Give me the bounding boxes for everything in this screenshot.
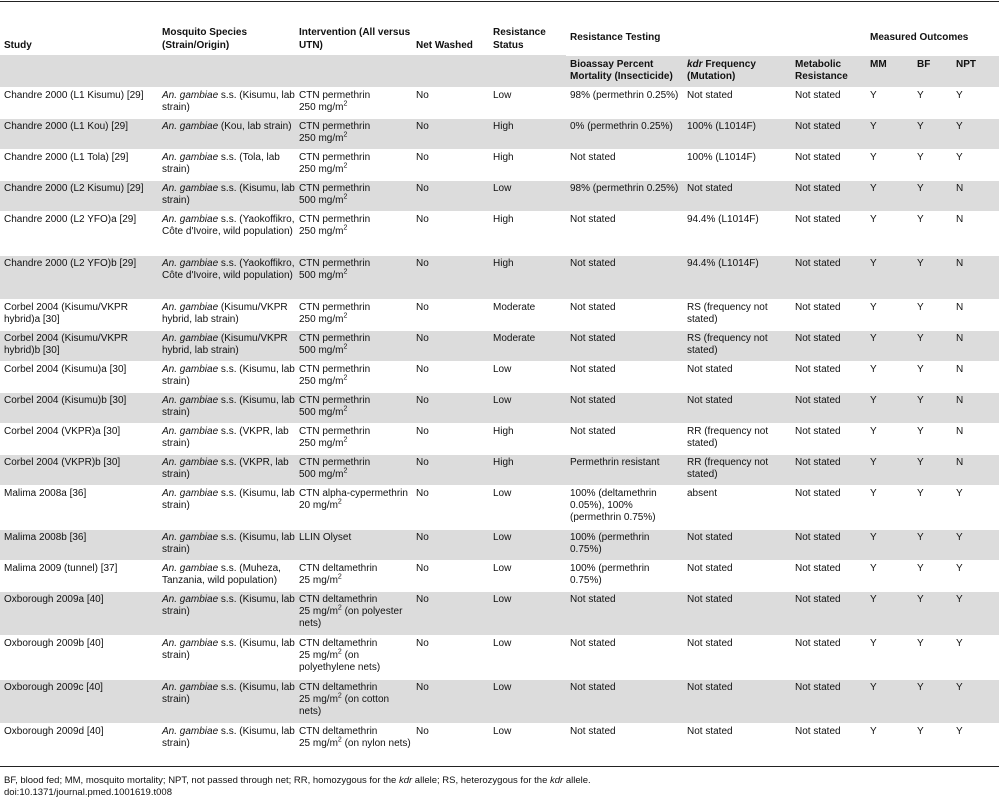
cell-species: An. gambiae s.s. (Muheza, Tanzania, wild population) (158, 560, 295, 591)
cell-intervention: CTN permethrin 250 $mg/m^2$ (295, 118, 412, 149)
cell-kdr: Not stated (683, 560, 791, 591)
table-row (0, 118, 999, 149)
cell-mm: Y (866, 485, 913, 529)
cell-metabolic: Not stated (791, 679, 866, 723)
cell-bioassay: Not stated (566, 635, 683, 679)
cell-study: Corbel 2004 (Kisumu/VKPR hybrid)b [30] (0, 330, 158, 361)
cell-kdr: Not stated (683, 591, 791, 635)
cell-npt: Y (952, 485, 999, 529)
cell-mm: Y (866, 211, 913, 255)
cell-metabolic: Not stated (791, 723, 866, 767)
table-row (0, 679, 999, 723)
table-row (0, 299, 999, 330)
cell-species: An. gambiae s.s. (Kisumu, lab strain) (158, 485, 295, 529)
cell-npt: N (952, 423, 999, 454)
cell-study: Chandre 2000 (L1 Kou) [29] (0, 118, 158, 149)
cell-study: Corbel 2004 (VKPR)a [30] (0, 423, 158, 454)
cell-net-washed: No (412, 423, 489, 454)
cell-metabolic: Not stated (791, 529, 866, 560)
cell-resistance-status: High (489, 423, 566, 454)
cell-net-washed: No (412, 299, 489, 330)
cell-study: Oxborough 2009b [40] (0, 635, 158, 679)
cell-npt: N (952, 454, 999, 485)
cell-intervention: CTN alpha-cypermethrin 20 $mg/m^2$ (295, 485, 412, 529)
table-row (0, 454, 999, 485)
cell-study: Corbel 2004 (Kisumu/VKPR hybrid)a [30] (0, 299, 158, 330)
cell-intervention: CTN permethrin 250 $mg/m^2$ (295, 361, 412, 392)
cell-bf: Y (913, 211, 952, 255)
cell-npt: N (952, 255, 999, 299)
cell-species: An. gambiae s.s. (Kisumu, lab strain) (158, 679, 295, 723)
cell-resistance-status: Low (489, 529, 566, 560)
cell-bf: Y (913, 423, 952, 454)
cell-npt: Y (952, 87, 999, 118)
cell-mm: Y (866, 392, 913, 423)
cell-study: Oxborough 2009a [40] (0, 591, 158, 635)
cell-species: An. gambiae (Kou, lab strain) (158, 118, 295, 149)
header-metabolic: Metabolic Resistance (791, 55, 866, 87)
cell-resistance-status: High (489, 454, 566, 485)
cell-bf: Y (913, 723, 952, 767)
cell-resistance-status: High (489, 149, 566, 180)
cell-bioassay: Not stated (566, 723, 683, 767)
cell-species: An. gambiae s.s. (Kisumu, lab strain) (158, 87, 295, 118)
cell-npt: Y (952, 118, 999, 149)
cell-intervention: CTN permethrin 500 $mg/m^2$ (295, 454, 412, 485)
cell-bioassay: Permethrin resistant (566, 454, 683, 485)
table-row (0, 635, 999, 679)
table-row (0, 560, 999, 591)
cell-npt: Y (952, 149, 999, 180)
cell-study: Chandre 2000 (L2 Kisumu) [29] (0, 180, 158, 211)
cell-bf: Y (913, 361, 952, 392)
cell-net-washed: No (412, 392, 489, 423)
cell-metabolic: Not stated (791, 560, 866, 591)
cell-bf: Y (913, 591, 952, 635)
cell-species: An. gambiae s.s. (Yaokoffikro, Côte d'Ivoire, wild population) (158, 255, 295, 299)
cell-study: Chandre 2000 (L1 Tola) [29] (0, 149, 158, 180)
table-row (0, 361, 999, 392)
cell-kdr: Not stated (683, 635, 791, 679)
cell-kdr: 94.4% (L1014F) (683, 211, 791, 255)
cell-bf: Y (913, 180, 952, 211)
cell-bioassay: Not stated (566, 679, 683, 723)
cell-intervention: CTN deltamethrin 25 $mg/m^2$ (on cotton nets) (295, 679, 412, 723)
cell-metabolic: Not stated (791, 485, 866, 529)
cell-net-washed: No (412, 211, 489, 255)
table-row (0, 485, 999, 529)
cell-bioassay: Not stated (566, 211, 683, 255)
cell-npt: N (952, 299, 999, 330)
cell-intervention: CTN permethrin 500 $mg/m^2$ (295, 255, 412, 299)
table-row (0, 330, 999, 361)
header-npt: NPT (952, 55, 999, 87)
cell-study: Oxborough 2009c [40] (0, 679, 158, 723)
cell-resistance-status: High (489, 211, 566, 255)
cell-bioassay: Not stated (566, 392, 683, 423)
cell-kdr: RR (frequency not stated) (683, 454, 791, 485)
cell-mm: Y (866, 299, 913, 330)
cell-mm: Y (866, 635, 913, 679)
cell-kdr: RS (frequency not stated) (683, 299, 791, 330)
table-row (0, 423, 999, 454)
cell-mm: Y (866, 149, 913, 180)
cell-resistance-status: Low (489, 485, 566, 529)
cell-metabolic: Not stated (791, 149, 866, 180)
cell-net-washed: No (412, 635, 489, 679)
table-row (0, 723, 999, 767)
cell-npt: N (952, 361, 999, 392)
header-intervention: Intervention (All versus UTN) (299, 27, 411, 51)
cell-npt: Y (952, 560, 999, 591)
table-row (0, 255, 999, 299)
cell-intervention: CTN deltamethrin 25 $mg/m^2$ (on polyester nets) (295, 591, 412, 635)
cell-metabolic: Not stated (791, 635, 866, 679)
cell-npt: Y (952, 723, 999, 767)
header-kdr: kdr Frequency (Mutation) (683, 55, 791, 87)
cell-mm: Y (866, 118, 913, 149)
cell-npt: N (952, 330, 999, 361)
cell-bioassay: 98% (permethrin 0.25%) (566, 180, 683, 211)
cell-resistance-status: Low (489, 180, 566, 211)
table-row (0, 392, 999, 423)
table-row (0, 211, 999, 255)
cell-bioassay: 100% (permethrin 0.75%) (566, 529, 683, 560)
cell-species: An. gambiae s.s. (Kisumu, lab strain) (158, 529, 295, 560)
cell-kdr: Not stated (683, 529, 791, 560)
cell-net-washed: No (412, 454, 489, 485)
cell-mm: Y (866, 560, 913, 591)
cell-mm: Y (866, 361, 913, 392)
header-mm: MM (866, 55, 913, 87)
cell-bioassay: 100% (permethrin 0.75%) (566, 560, 683, 591)
cell-metabolic: Not stated (791, 330, 866, 361)
cell-intervention: LLIN Olyset (295, 529, 412, 560)
doi-line: doi:10.1371/journal.pmed.1001619.t008 (4, 787, 172, 798)
cell-intervention: CTN permethrin 250 $mg/m^2$ (295, 299, 412, 330)
cell-species: An. gambiae s.s. (Yaokoffikro, Côte d'Ivoire, wild population) (158, 211, 295, 255)
cell-metabolic: Not stated (791, 361, 866, 392)
cell-resistance-status: Low (489, 679, 566, 723)
header-measured-outcomes: Measured Outcomes (866, 20, 999, 55)
cell-metabolic: Not stated (791, 392, 866, 423)
cell-metabolic: Not stated (791, 118, 866, 149)
cell-species: An. gambiae s.s. (VKPR, lab strain) (158, 423, 295, 454)
header-bf: BF (913, 55, 952, 87)
cell-net-washed: No (412, 255, 489, 299)
cell-kdr: RS (frequency not stated) (683, 330, 791, 361)
cell-kdr: Not stated (683, 87, 791, 118)
table-body (0, 87, 999, 767)
cell-bioassay: Not stated (566, 423, 683, 454)
cell-mm: Y (866, 454, 913, 485)
cell-resistance-status: Moderate (489, 330, 566, 361)
top-rule (0, 1, 999, 2)
cell-kdr: Not stated (683, 679, 791, 723)
cell-net-washed: No (412, 87, 489, 118)
cell-resistance-status: Low (489, 591, 566, 635)
cell-mm: Y (866, 255, 913, 299)
cell-metabolic: Not stated (791, 591, 866, 635)
cell-kdr: RR (frequency not stated) (683, 423, 791, 454)
cell-study: Malima 2009 (tunnel) [37] (0, 560, 158, 591)
cell-bioassay: Not stated (566, 149, 683, 180)
cell-resistance-status: Low (489, 723, 566, 767)
cell-bioassay: Not stated (566, 299, 683, 330)
cell-net-washed: No (412, 118, 489, 149)
cell-bf: Y (913, 118, 952, 149)
cell-kdr: 94.4% (L1014F) (683, 255, 791, 299)
header-net-washed: Net Washed (416, 39, 473, 51)
data-table (0, 20, 999, 767)
cell-resistance-status: Low (489, 392, 566, 423)
cell-net-washed: No (412, 485, 489, 529)
cell-bf: Y (913, 255, 952, 299)
cell-mm: Y (866, 330, 913, 361)
header-study: Study (4, 39, 32, 51)
cell-mm: Y (866, 423, 913, 454)
cell-bf: Y (913, 485, 952, 529)
cell-resistance-status: Low (489, 560, 566, 591)
cell-intervention: CTN permethrin 500 $mg/m^2$ (295, 180, 412, 211)
header-row-1 (0, 20, 999, 55)
cell-kdr: Not stated (683, 392, 791, 423)
cell-npt: Y (952, 529, 999, 560)
cell-metabolic: Not stated (791, 454, 866, 485)
cell-metabolic: Not stated (791, 180, 866, 211)
header-row-2 (0, 55, 999, 87)
cell-bf: Y (913, 149, 952, 180)
cell-resistance-status: High (489, 255, 566, 299)
cell-bioassay: 0% (permethrin 0.25%) (566, 118, 683, 149)
cell-intervention: CTN permethrin 500 $mg/m^2$ (295, 392, 412, 423)
cell-intervention: CTN permethrin 500 $mg/m^2$ (295, 330, 412, 361)
cell-resistance-status: Low (489, 635, 566, 679)
cell-bioassay: Not stated (566, 591, 683, 635)
cell-study: Chandre 2000 (L2 YFO)a [29] (0, 211, 158, 255)
cell-species: An. gambiae s.s. (Kisumu, lab strain) (158, 635, 295, 679)
cell-net-washed: No (412, 180, 489, 211)
cell-species: An. gambiae s.s. (Kisumu, lab strain) (158, 361, 295, 392)
header-bioassay: Bioassay Percent Mortality (Insecticide) (566, 55, 683, 87)
cell-npt: N (952, 211, 999, 255)
header-species: Mosquito Species (Strain/Origin) (162, 27, 248, 51)
cell-bf: Y (913, 529, 952, 560)
table-footnote: BF, blood fed; MM, mosquito mortality; NPT, not passed through net; RR, homozygous for the kdr allele; RS, heterozygous for the kdr allele. (4, 775, 591, 786)
cell-bioassay: Not stated (566, 330, 683, 361)
cell-species: An. gambiae s.s. (Kisumu, lab strain) (158, 723, 295, 767)
cell-species: An. gambiae s.s. (Tola, lab strain) (158, 149, 295, 180)
cell-bf: Y (913, 560, 952, 591)
header-resistance-status: Resistance Status (493, 27, 546, 51)
cell-kdr: Not stated (683, 361, 791, 392)
cell-kdr: 100% (L1014F) (683, 118, 791, 149)
cell-bioassay: Not stated (566, 361, 683, 392)
cell-npt: Y (952, 635, 999, 679)
cell-intervention: CTN deltamethrin 25 $mg/m^2$ (295, 560, 412, 591)
cell-species: An. gambiae s.s. (Kisumu, lab strain) (158, 392, 295, 423)
cell-intervention: CTN deltamethrin 25 $mg/m^2$ (on polyethylene nets) (295, 635, 412, 679)
cell-bioassay: 98% (permethrin 0.25%) (566, 87, 683, 118)
cell-mm: Y (866, 180, 913, 211)
cell-species: An. gambiae s.s. (VKPR, lab strain) (158, 454, 295, 485)
cell-kdr: Not stated (683, 723, 791, 767)
cell-study: Corbel 2004 (VKPR)b [30] (0, 454, 158, 485)
cell-net-washed: No (412, 529, 489, 560)
cell-npt: Y (952, 591, 999, 635)
cell-bioassay: 100% (deltamethrin 0.05%), 100% (permethrin 0.75%) (566, 485, 683, 529)
cell-intervention: CTN permethrin 250 $mg/m^2$ (295, 149, 412, 180)
cell-study: Chandre 2000 (L2 YFO)b [29] (0, 255, 158, 299)
cell-study: Malima 2008b [36] (0, 529, 158, 560)
header-resistance-testing: Resistance Testing (566, 20, 866, 55)
table-row (0, 529, 999, 560)
cell-intervention: CTN permethrin 250 $mg/m^2$ (295, 211, 412, 255)
cell-bf: Y (913, 679, 952, 723)
cell-npt: N (952, 180, 999, 211)
cell-net-washed: No (412, 330, 489, 361)
cell-resistance-status: Moderate (489, 299, 566, 330)
cell-net-washed: No (412, 560, 489, 591)
cell-net-washed: No (412, 723, 489, 767)
cell-mm: Y (866, 723, 913, 767)
cell-mm: Y (866, 529, 913, 560)
cell-npt: N (952, 392, 999, 423)
cell-net-washed: No (412, 679, 489, 723)
cell-bf: Y (913, 635, 952, 679)
cell-bf: Y (913, 87, 952, 118)
cell-study: Oxborough 2009d [40] (0, 723, 158, 767)
table-row (0, 87, 999, 118)
cell-net-washed: No (412, 149, 489, 180)
cell-intervention: CTN permethrin 250 $mg/m^2$ (295, 87, 412, 118)
bottom-rule (0, 766, 999, 767)
cell-bioassay: Not stated (566, 255, 683, 299)
cell-net-washed: No (412, 361, 489, 392)
cell-metabolic: Not stated (791, 299, 866, 330)
cell-bf: Y (913, 330, 952, 361)
cell-net-washed: No (412, 591, 489, 635)
cell-npt: Y (952, 679, 999, 723)
cell-bf: Y (913, 392, 952, 423)
cell-study: Malima 2008a [36] (0, 485, 158, 529)
cell-mm: Y (866, 591, 913, 635)
cell-mm: Y (866, 679, 913, 723)
cell-intervention: CTN permethrin 250 $mg/m^2$ (295, 423, 412, 454)
cell-species: An. gambiae s.s. (Kisumu, lab strain) (158, 180, 295, 211)
cell-metabolic: Not stated (791, 87, 866, 118)
table-row (0, 591, 999, 635)
cell-species: An. gambiae s.s. (Kisumu, lab strain) (158, 591, 295, 635)
cell-study: Corbel 2004 (Kisumu)a [30] (0, 361, 158, 392)
cell-metabolic: Not stated (791, 211, 866, 255)
cell-kdr: absent (683, 485, 791, 529)
cell-bf: Y (913, 454, 952, 485)
cell-resistance-status: High (489, 118, 566, 149)
cell-metabolic: Not stated (791, 423, 866, 454)
cell-resistance-status: Low (489, 361, 566, 392)
cell-species: An. gambiae (Kisumu/VKPR hybrid, lab strain) (158, 330, 295, 361)
cell-intervention: CTN deltamethrin 25 $mg/m^2$ (on nylon nets) (295, 723, 412, 767)
cell-kdr: Not stated (683, 180, 791, 211)
cell-study: Corbel 2004 (Kisumu)b [30] (0, 392, 158, 423)
table-row (0, 149, 999, 180)
table-row (0, 180, 999, 211)
cell-species: An. gambiae (Kisumu/VKPR hybrid, lab strain) (158, 299, 295, 330)
cell-bf: Y (913, 299, 952, 330)
cell-study: Chandre 2000 (L1 Kisumu) [29] (0, 87, 158, 118)
cell-metabolic: Not stated (791, 255, 866, 299)
cell-resistance-status: Low (489, 87, 566, 118)
cell-kdr: 100% (L1014F) (683, 149, 791, 180)
cell-mm: Y (866, 87, 913, 118)
